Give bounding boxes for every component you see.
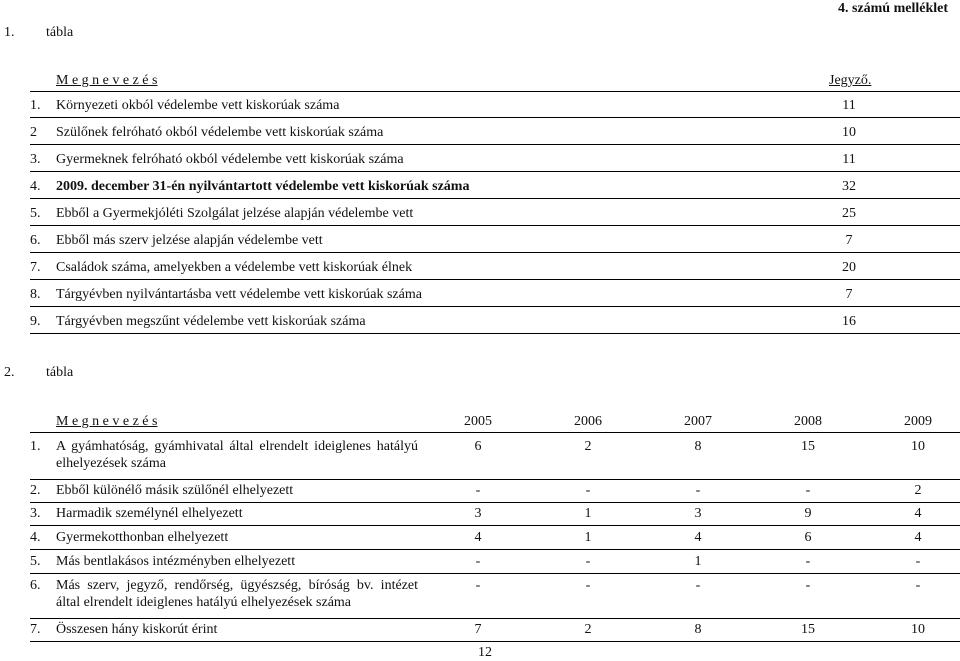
table1-row-rule <box>30 225 960 226</box>
table2-row-number: 7. <box>30 622 41 637</box>
table1-row-rule <box>30 333 960 334</box>
table1-row-number: 7. <box>30 260 41 275</box>
table1-row-rule <box>30 198 960 199</box>
table2-row-label: A gyámhatóság, gyámhivatal által elrendelt ideiglenes hatályú elhelyezések száma <box>56 439 418 471</box>
table2-year-header: 2006 <box>574 414 602 429</box>
table1-row-value: 11 <box>842 98 856 113</box>
table2-row-rule <box>30 479 960 480</box>
table2-row-label: Ebből különélő másik szülőnél elhelyezett <box>56 483 294 498</box>
table1-row-rule <box>30 144 960 145</box>
table2-header-label: M e g n e v e z é s <box>56 414 158 429</box>
table1-row-value: 20 <box>842 260 856 275</box>
table2-cell: 3 <box>694 506 702 521</box>
table2-cell: 3 <box>474 506 482 521</box>
table1-row-number: 1. <box>30 98 41 113</box>
table1-row-number: 5. <box>30 206 41 221</box>
table1-header-value: Jegyző. <box>829 73 872 88</box>
table2-year-header: 2005 <box>464 414 492 429</box>
table2-number: 2. <box>4 365 15 380</box>
table1-row-label: Ebből más szerv jelzése alapján védelembe vett <box>56 233 323 248</box>
table1-row-number: 4. <box>30 179 41 194</box>
table1-row-value: 32 <box>842 179 856 194</box>
table1-row-number: 9. <box>30 314 41 329</box>
table2-cell: - <box>805 483 811 498</box>
table1-row-number: 2 <box>30 125 37 140</box>
table2-row-number: 2. <box>30 483 41 498</box>
table2-cell: 15 <box>801 439 815 454</box>
table2-cell: 4 <box>914 530 922 545</box>
table2-cell: 1 <box>584 530 592 545</box>
table1-header-label: M e g n e v e z é s <box>56 73 158 88</box>
table2-caption: tábla <box>46 365 74 380</box>
table2-cell: 6 <box>474 439 482 454</box>
table2-cell: 7 <box>474 622 482 637</box>
table2-cell: 2 <box>584 439 592 454</box>
table1-row-label: 2009. december 31-én nyilvántartott védelembe vett kiskorúak száma <box>56 179 470 194</box>
table2-cell: - <box>585 483 591 498</box>
table1-row-number: 3. <box>30 152 41 167</box>
table1-row-label: Tárgyévben megszűnt védelembe vett kiskorúak száma <box>56 314 366 329</box>
table2-row-label: Harmadik személynél elhelyezett <box>56 506 243 521</box>
table2-row-rule <box>30 525 960 526</box>
table2-cell: 6 <box>804 530 812 545</box>
table2-cell: - <box>475 554 481 569</box>
table2-cell: 9 <box>804 506 812 521</box>
table2-row-number: 4. <box>30 530 41 545</box>
table2-cell: 4 <box>694 530 702 545</box>
table2-cell: 10 <box>911 622 925 637</box>
table2-cell: - <box>915 578 921 593</box>
table2-cell: 1 <box>694 554 702 569</box>
table1-row-rule <box>30 252 960 253</box>
table1-row-label: Szülőnek felróható okból védelembe vett kiskorúak száma <box>56 125 384 140</box>
table1-row-rule <box>30 306 960 307</box>
table1-row-value: 11 <box>842 152 856 167</box>
table2-cell: 1 <box>584 506 592 521</box>
table2-cell: 8 <box>694 439 702 454</box>
table2-cell: - <box>475 578 481 593</box>
table2-cell: - <box>475 483 481 498</box>
table2-row-rule <box>30 549 960 550</box>
table2-cell: 8 <box>694 622 702 637</box>
table1-row-number: 8. <box>30 287 41 302</box>
table1-row-value: 10 <box>842 125 856 140</box>
table2-row-rule <box>30 641 960 642</box>
table2-cell: 2 <box>914 483 922 498</box>
table1-row-label: Gyermeknek felróható okból védelembe vett kiskorúak száma <box>56 152 404 167</box>
table2-row-rule <box>30 502 960 503</box>
table2-row-rule <box>30 573 960 574</box>
table1-row-rule <box>30 171 960 172</box>
table2-cell: - <box>805 554 811 569</box>
table1-row-rule <box>30 279 960 280</box>
table2-cell: 15 <box>801 622 815 637</box>
table2-row-label: Gyermekotthonban elhelyezett <box>56 530 229 545</box>
page-number: 12 <box>478 645 492 660</box>
table2-cell: - <box>695 578 701 593</box>
table2-row-number: 1. <box>30 439 41 454</box>
table2-cell: 10 <box>911 439 925 454</box>
table2-year-header: 2009 <box>904 414 932 429</box>
table2-cell: - <box>585 554 591 569</box>
table2-row-number: 5. <box>30 554 41 569</box>
table2-cell: - <box>695 483 701 498</box>
table2-year-header: 2007 <box>684 414 712 429</box>
table2-cell: 2 <box>584 622 592 637</box>
table2-row-rule <box>30 618 960 619</box>
table2-row-number: 3. <box>30 506 41 521</box>
table2-header-rule <box>30 432 960 433</box>
table1-number: 1. <box>4 25 15 40</box>
table2-cell: - <box>585 578 591 593</box>
table1-row-number: 6. <box>30 233 41 248</box>
table2-row-label: Összesen hány kiskorút érint <box>56 622 218 637</box>
table1-row-label: Családok száma, amelyekben a védelembe vett kiskorúak élnek <box>56 260 413 275</box>
table2-cell: - <box>805 578 811 593</box>
table1-caption: tábla <box>46 25 74 40</box>
table1-row-value: 7 <box>845 233 853 248</box>
table1-row-label: Ebből a Gyermekjóléti Szolgálat jelzése alapján védelembe vett <box>56 206 414 221</box>
annex-title: 4. számú melléklet <box>837 1 948 16</box>
table1-row-label: Tárgyévben nyilvántartásba vett védelembe vett kiskorúak száma <box>56 287 422 302</box>
table1-row-value: 25 <box>842 206 856 221</box>
table1-rule <box>30 91 960 92</box>
table2-cell: 4 <box>914 506 922 521</box>
table2-cell: - <box>915 554 921 569</box>
table2-row-label: Más szerv, jegyző, rendőrség, ügyészség, bíróság bv. intézet által elrendelt ideiglenes hatályú elhelyezések száma <box>56 578 418 610</box>
table2-row-label: Más bentlakásos intézményben elhelyezett <box>56 554 296 569</box>
table1-row-rule <box>30 117 960 118</box>
table1-row-value: 16 <box>842 314 856 329</box>
table2-row-number: 6. <box>30 578 41 593</box>
table2-year-header: 2008 <box>794 414 822 429</box>
table1-row-label: Környezeti okból védelembe vett kiskorúak száma <box>56 98 340 113</box>
table2-cell: 4 <box>474 530 482 545</box>
table1-row-value: 7 <box>845 287 853 302</box>
